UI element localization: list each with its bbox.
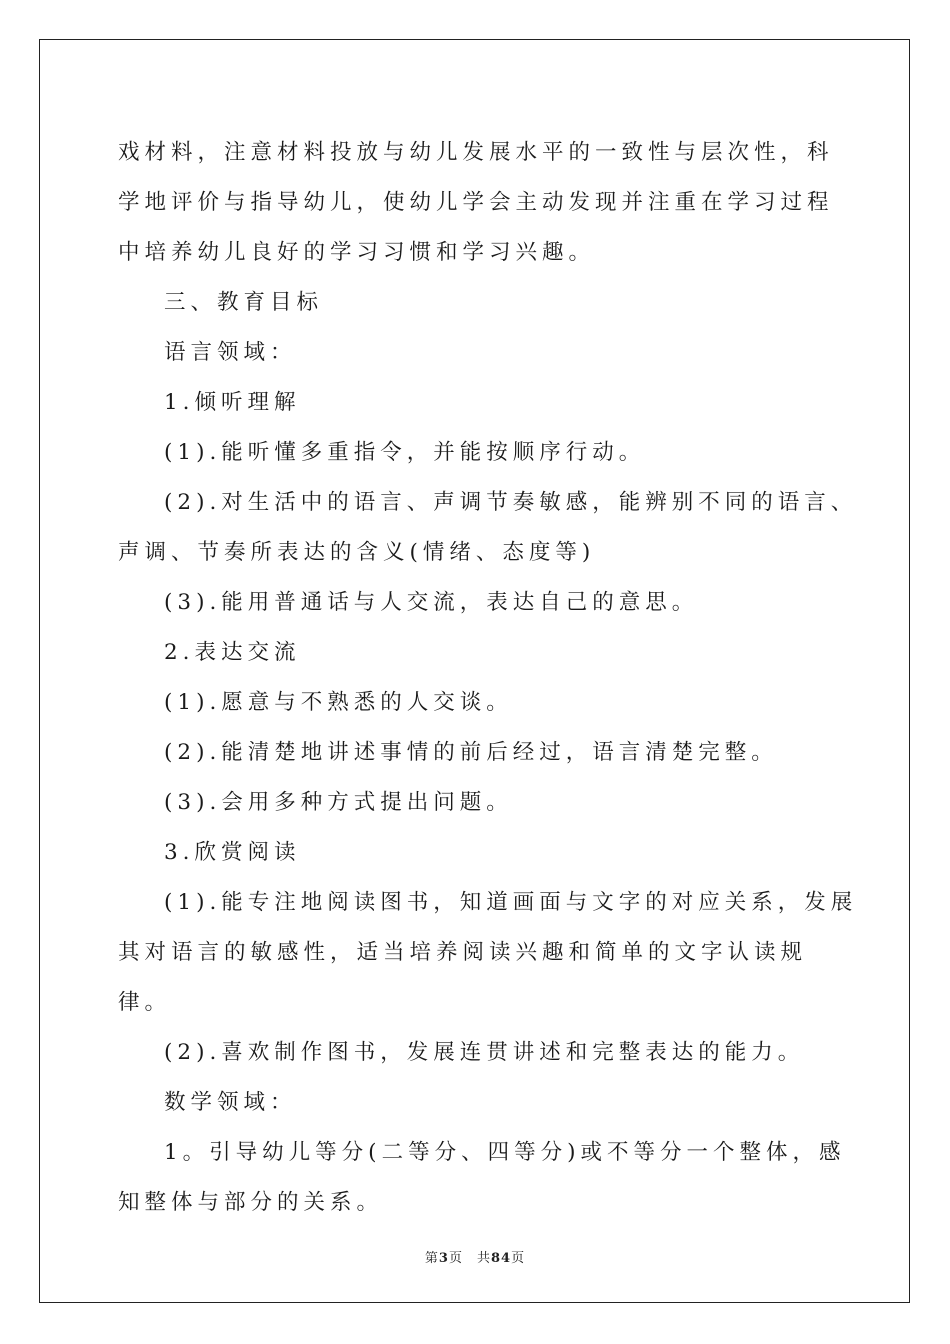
list-item: (3).会用多种方式提出问题。 [164, 790, 513, 815]
list-item: (1).能专注地阅读图书，知道画面与文字的对应关系，发展其对语言的敏感性，适当培养阅读兴趣和简单的文字认读规律。 [118, 890, 858, 1015]
list-item: (1).愿意与不熟悉的人交谈。 [164, 690, 513, 715]
list-item: (2).对生活中的语言、声调节奏敏感，能辨别不同的语言、声调、节奏所表达的含义(情绪、态度等) [118, 490, 858, 565]
total-prefix: 共 [476, 1251, 491, 1266]
paragraph: 戏材料，注意材料投放与幼儿发展水平的一致性与层次性，科学地评价与指导幼儿，使幼儿学会主动发现并注重在学习过程中培养幼儿良好的学习习惯和学习兴趣。 [118, 140, 834, 265]
page-footer [0, 1247, 950, 1266]
total-suffix: 页 [511, 1251, 526, 1266]
total-pages: 84 [490, 1251, 512, 1266]
list-item: (2).喜欢制作图书，发展连贯讲述和完整表达的能力。 [164, 1040, 805, 1065]
page-number: 3 [438, 1251, 449, 1266]
subsection-heading: 3.欣赏阅读 [164, 840, 301, 865]
domain-heading: 语言领域： [164, 340, 297, 365]
list-item: (3).能用普通话与人交流，表达自己的意思。 [164, 590, 699, 615]
section-heading: 三、教育目标 [164, 290, 324, 315]
domain-heading: 数学领域： [164, 1090, 297, 1115]
page-prefix: 第 [424, 1251, 439, 1266]
subsection-heading: 2.表达交流 [164, 640, 301, 665]
list-item: 1。引导幼儿等分(二等分、四等分)或不等分一个整体，感知整体与部分的关系。 [118, 1140, 846, 1215]
subsection-heading: 1.倾听理解 [164, 390, 301, 415]
document-body [118, 128, 858, 1228]
list-item: (2).能清楚地讲述事情的前后经过，语言清楚完整。 [164, 740, 778, 765]
list-item: (1).能听懂多重指令，并能按顺序行动。 [164, 440, 646, 465]
page-suffix: 页 [448, 1251, 463, 1266]
